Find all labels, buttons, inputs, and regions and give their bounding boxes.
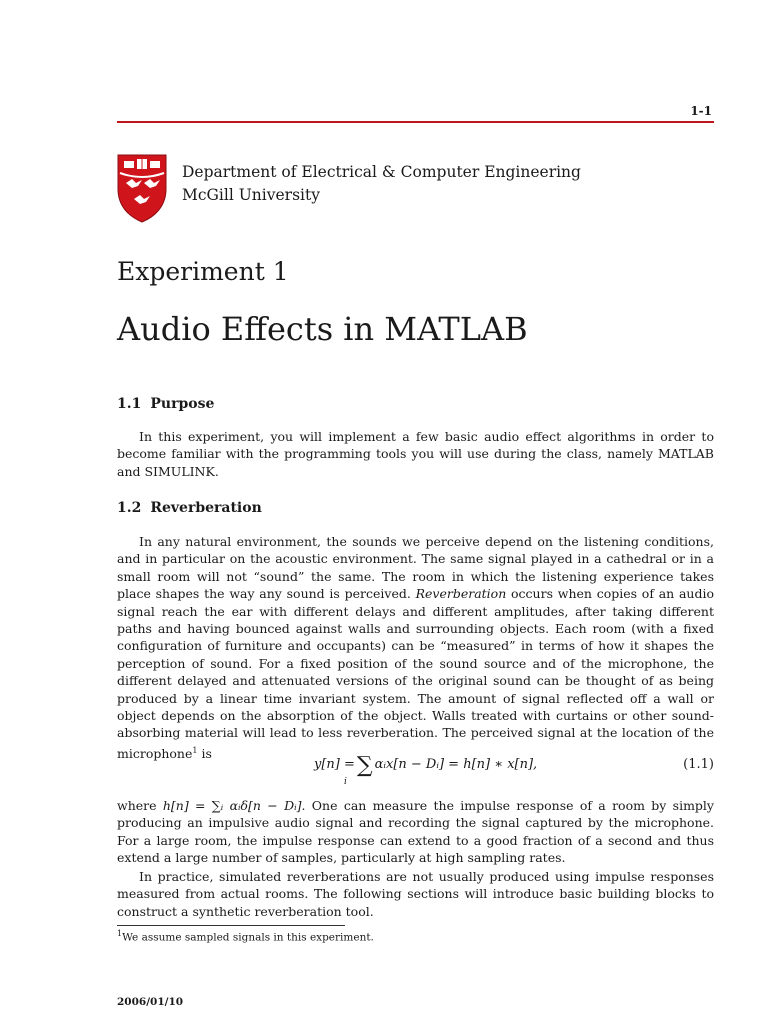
reverberation-term: Reverberation <box>415 586 507 602</box>
header-rule <box>117 121 714 123</box>
paragraph-purpose: In this experiment, you will implement a few basic audio effect algorithms in order to become familiar with the programming tools you will use during the class, namely MATLAB and SIMULINK. <box>117 429 714 479</box>
impulse-math: h[n] = ∑ᵢ αᵢδ[n − Dᵢ] <box>162 798 302 813</box>
footer-date: 2006/01/10 <box>117 996 184 1008</box>
equation-1-1 <box>117 753 714 787</box>
section-heading-purpose <box>117 396 214 412</box>
document-title: Audio Effects in MATLAB <box>117 310 528 348</box>
affiliation <box>182 161 581 207</box>
mcgill-crest-logo <box>116 153 168 223</box>
footnote-text: We assume sampled signals in this experiment. <box>122 931 374 944</box>
reverb-text-1: In any natural environment, the sounds we perceive depend on the listening conditions, and in particular on the acoustic environment. The same signal played in a cathedral or in a small room will not “sound” the same. The room in which the listening experience takes place shapes the way any sound is perceived. <box>117 534 714 602</box>
footnote <box>117 929 374 944</box>
experiment-label: Experiment 1 <box>117 257 289 286</box>
equation-rhs: αᵢx[n − Dᵢ] = h[n] ∗ x[n], <box>374 757 538 772</box>
footnote-ref: 1 <box>192 745 198 755</box>
paragraph-reverberation-intro <box>117 533 714 762</box>
paragraph-impulse-response <box>117 797 714 867</box>
reverb-text-3: is <box>197 746 212 762</box>
section-title: Purpose <box>150 396 215 412</box>
footnote-mark: 1 <box>117 929 123 938</box>
equation-number: (1.1) <box>683 757 714 772</box>
department-name: Department of Electrical & Computer Engineering <box>182 163 581 181</box>
impulse-text-1: where <box>117 798 163 813</box>
section-number: 1.1 <box>117 396 142 412</box>
summation-symbol: ∑ <box>356 753 373 778</box>
impulse-text-2: . One can measure the impulse response of a room by simply producing an impulsive audio signal and recording the signal captured by the microphone. For a large room, the impulse response can extend to a good fraction of a second and thus extend a large number of samples, particularly at high sampling rates. <box>117 798 714 866</box>
section-number: 1.2 <box>117 500 142 516</box>
paragraph-practice: In practice, simulated reverberations are not usually produced using impulse responses measured from actual rooms. The following sections will introduce basic building blocks to construct a synthetic reverberation tool. <box>117 869 714 919</box>
section-heading-reverberation <box>117 500 262 516</box>
university-name: McGill University <box>182 186 320 204</box>
section-title: Reverberation <box>150 500 262 516</box>
page-number: 1-1 <box>690 104 712 118</box>
footnote-rule <box>117 925 345 926</box>
equation-lhs: y[n] = <box>314 757 355 772</box>
summation-index: i <box>344 777 347 787</box>
reverb-text-2: occurs when copies of an audio signal reach the ear with different delays and different amplitudes, after taking different paths and having bounced against walls and surrounding objects. Each room (with a fixed configuration of furniture and occupants) can be “measured” in terms of how it shapes the perception of sound. For a fixed position of the sound source and of the microphone, the different delayed and attenuated versions of the original sound can be thought of as being produced by a linear time invariant system. The amount of signal reflected off a wall or object depends on the absorption of the object. Walls treated with curtains or other sound-absorbing material will lead to less reverberation. The perceived signal at the location of the microphone <box>117 586 714 762</box>
